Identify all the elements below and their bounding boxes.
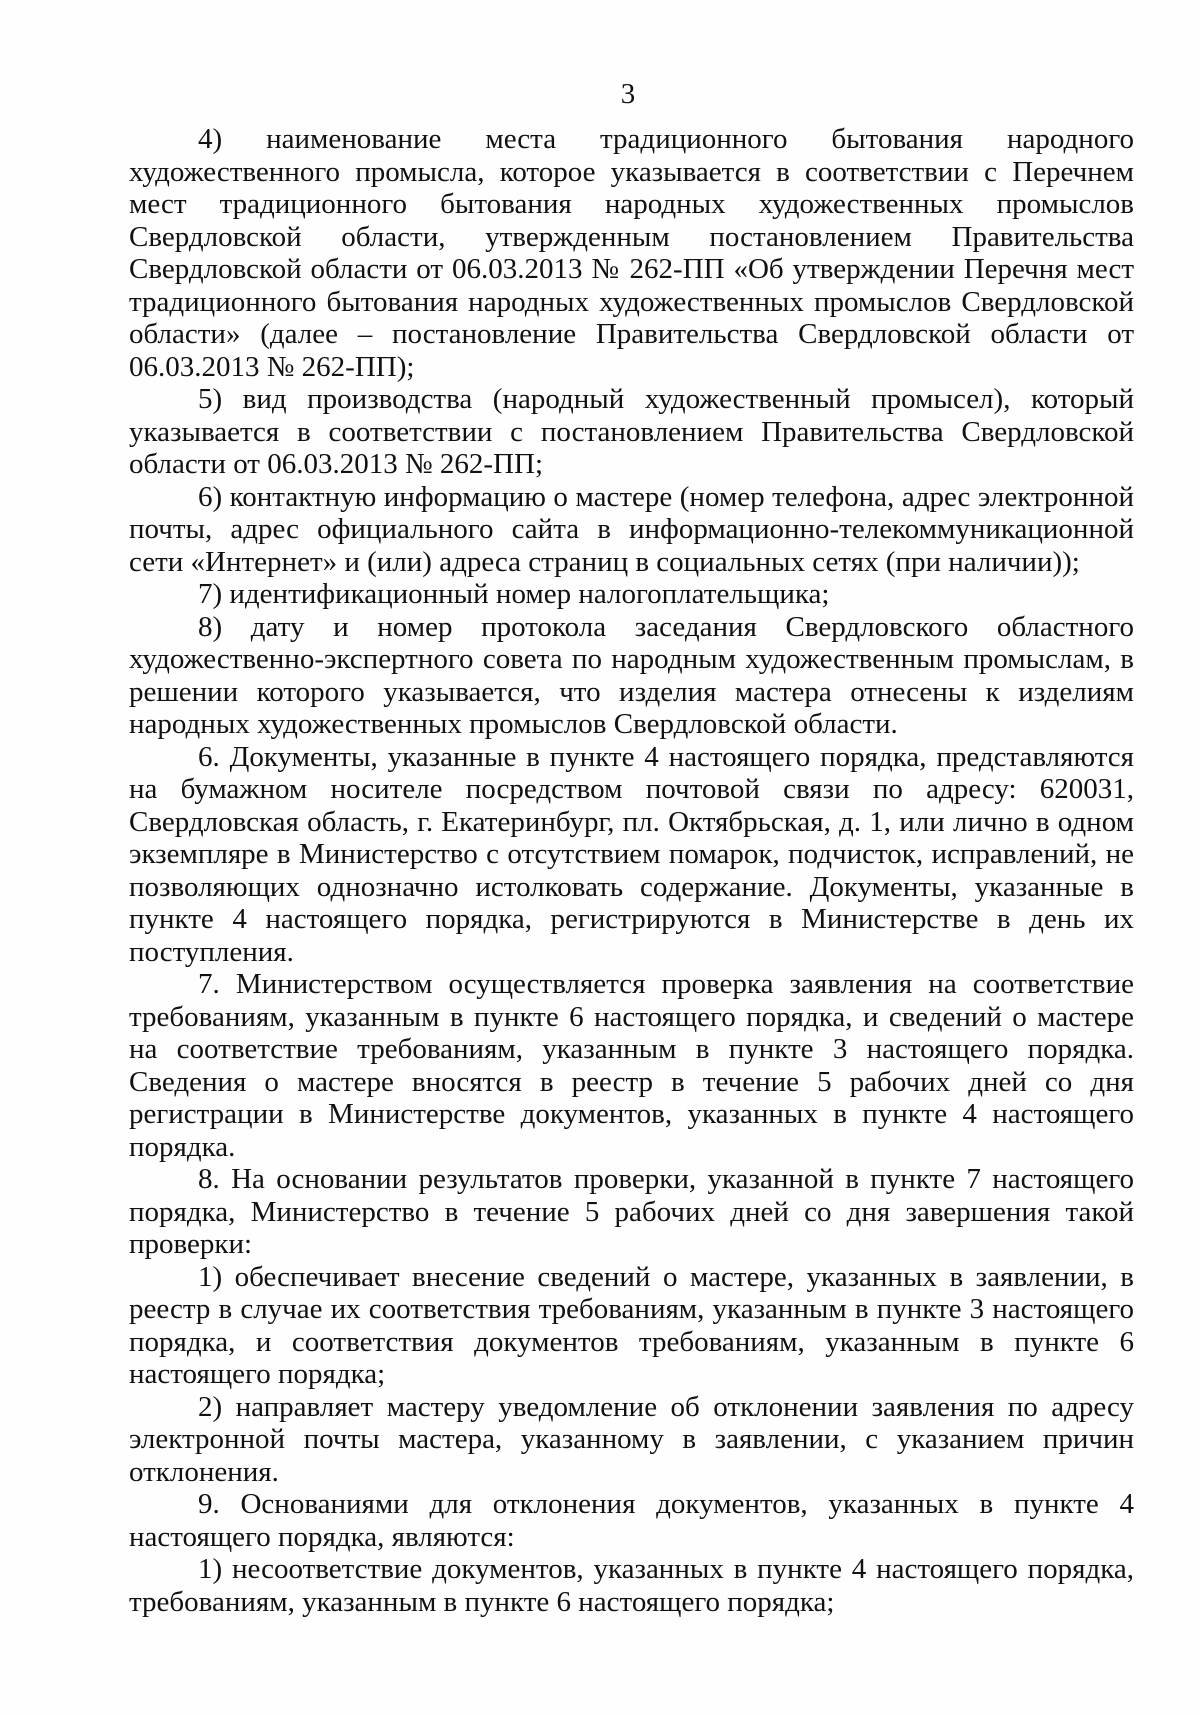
paragraph-item-4-place: 4) наименование места традиционного бытования народного художественного промысла, которое указывается в соответствии с Перечнем мест традиционного бытования народных художественных промыслов Свердловской области, утвержденным постановлением Правительства Свердловской области от 06.03.2013 № 262-ПП «Об утверждении Перечня мест традиционного бытования народных художественных промыслов Свердловской области» (далее – постановление Правительства Свердловской области от 06.03.2013 № 262-ПП); <box>129 123 1134 383</box>
paragraph-section-9-item-1: 1) несоответствие документов, указанных в пункте 4 настоящего порядка, требованиям, указанным в пункте 6 настоящего порядка; <box>129 1553 1134 1618</box>
paragraph-item-5-production-type: 5) вид производства (народный художественный промысел), который указывается в соответствии с постановлением Правительства Свердловской области от 06.03.2013 № 262-ПП; <box>129 383 1134 480</box>
paragraph-section-7: 7. Министерством осуществляется проверка заявления на соответствие требованиям, указанным в пункте 6 настоящего порядка, и сведений о мастере на соответствие требованиям, указанным в пункте 3 настоящего порядка. Сведения о мастере вносятся в реестр в течение 5 рабочих дней со дня регистрации в Министерстве документов, указанных в пункте 4 настоящего порядка. <box>129 968 1134 1163</box>
paragraph-section-8-item-1: 1) обеспечивает внесение сведений о мастере, указанных в заявлении, в реестр в случае их соответствия требованиям, указанным в пункте 3 настоящего порядка, и соответствия документов требованиям, указанным в пункте 6 настоящего порядка; <box>129 1260 1134 1390</box>
paragraph-section-6: 6. Документы, указанные в пункте 4 настоящего порядка, представляются на бумажном носителе посредством почтовой связи по адресу: 620031, Свердловская область, г. Екатеринбург, пл. Октябрьская, д. 1, или лично в одном экземпляре в Министерство с отсутствием помарок, подчисток, исправлений, не позволяющих однозначно истолковать содержание. Документы, указанные в пункте 4 настоящего порядка, регистрируются в Министерстве в день их поступления. <box>129 740 1134 968</box>
paragraph-item-6-contact-info: 6) контактную информацию о мастере (номер телефона, адрес электронной почты, адрес официального сайта в информационно-телекоммуникационной сети «Интернет» и (или) адреса страниц в социальных сетях (при наличии)); <box>129 480 1134 578</box>
paragraph-item-8-protocol: 8) дату и номер протокола заседания Свердловского областного художественно-экспертного совета по народным художественным промыслам, в решении которого указывается, что изделия мастера отнесены к изделиям народных художественных промыслов Свердловской области. <box>129 610 1134 740</box>
document-body <box>129 123 1134 1618</box>
page-number: 3 <box>620 78 636 110</box>
paragraph-section-9: 9. Основаниями для отклонения документов, указанных в пункте 4 настоящего порядка, являются: <box>129 1488 1134 1553</box>
paragraph-section-8: 8. На основании результатов проверки, указанной в пункте 7 настоящего порядка, Министерство в течение 5 рабочих дней со дня завершения такой проверки: <box>129 1163 1134 1260</box>
paragraph-section-8-item-2: 2) направляет мастеру уведомление об отклонении заявления по адресу электронной почты мастера, указанному в заявлении, с указанием причин отклонения. <box>129 1390 1134 1488</box>
paragraph-item-7-taxpayer-id: 7) идентификационный номер налогоплательщика; <box>198 578 830 610</box>
